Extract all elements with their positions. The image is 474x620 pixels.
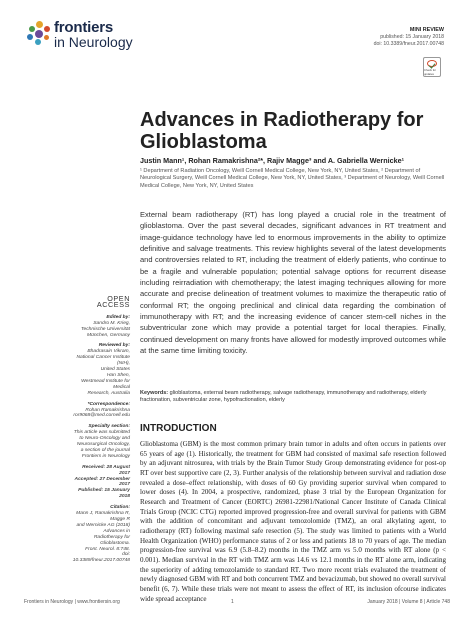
correspondence-email[interactable]: Rohan Ramakrishna ror9068@med.cornell.edu: [73, 407, 130, 419]
correspondence-label: *Correspondence:: [87, 401, 130, 407]
article-title: Advances in Radiotherapy for Glioblastoma: [140, 109, 424, 153]
crossmark-label: Check for updates: [424, 68, 436, 76]
frontiers-logo[interactable]: [27, 20, 133, 49]
published-date: published: 15 January 2018: [380, 34, 444, 40]
footer-journal-link[interactable]: Frontiers in Neurology | www.frontiersin.org: [24, 599, 120, 605]
edited-by: Sandro M. Krieg, Technische Universität München, Germany: [80, 320, 130, 338]
crossmark-icon: [427, 60, 437, 67]
intro-body: Glioblastoma (GBM) is the most common primary brain tumor in adults and often occurs in patients over 65 years of age (1). Historically, the treatment for GBM had consisted of maximal safe resection followed by an adjuvant nitrosurea, with trials by the Brain Tumor Study Group demonstrating evidence for post-op RT over best supportive care (2, 3). Further analysis of the relationship between survival and radiation dose revealed a dose–effect relationship, with doses of 60 Gy providing superior survival when compared to lower doses (4). In 2004, a prospective, randomized, phase 3 trial by the European Organization for Research and Treatment of Cancer (EORTC) 26981-22981/National Cancer Institute of Canada Clinical Trials Group (NCIC CTG) reported improved progression-free and overall survival for patients with GBM with the addition of concomitant and adjuvant temozolomide (TMZ), an oral alkylating agent, to radiotherapy (RT) following maximal safe resection (5). The study was limited to patients with a World Health Organization (WHO) performance status of 2 or less and patients 18 to 70 years of age. The median progression-free survival was 6.9 (5.8–8.2) months in the TMZ arm vs 5.0 months with RT alone (p < 0.001). Median survival in the RT with TMZ arm was 14.6 vs 12.1 months in the RT alone arm, indicating the superiority of adding temozolamide to standard RT. Two more recent trials evaluated the treatment of newly diagnosed GBM with RT and both concurrent TMZ and bevacizumab, but showed no overall survival benefit (6, 7). While these trials were not meant to assess the effect of RT, its inclusion ofcourse indicates wide spread acceptance: [140, 440, 446, 603]
reviewed-by-label: Reviewed by:: [98, 343, 130, 349]
specialty-label: Specialty section:: [88, 424, 130, 430]
article-info-sidebar: [72, 296, 130, 564]
frontiers-logo-icon: [27, 21, 51, 45]
keywords-text: glioblastoma, external beam radiotherapy, salvage radiotherapy, immunotherapy and radiotherapy, elderly fractionation, subventricular zone, hypofractionation, elderly: [140, 390, 427, 404]
article-dates: Received: 28 August 2017 Accepted: 27 December 2017 Published: 15 January 2018: [74, 464, 130, 500]
intro-heading: INTRODUCTION: [140, 423, 217, 434]
page-header: [0, 0, 474, 80]
edited-by-label: Edited by:: [106, 314, 130, 320]
keywords: [140, 390, 446, 405]
citation-label: Citation:: [110, 505, 130, 511]
abstract: External beam radiotherapy (RT) has long played a crucial role in the treatment of glioblastoma. Over the past several decades, significant advances in RT treatment and image-guidance technology have led to enormous improvements in the ability to optimize definitive and salvage treatments. This review highlights several of the latest developments and controversies related to RT, including the treatment of elderly patients, who continue to be a fragile and vulnerable population; potential salvage options for recurrent disease including reirradiation with chemotherapy; the latest imaging techniques allowing for more accurate and precise delineation of treatment volumes to maximize the therapeutic ratio of conformal RT; the ongoing preclinical and clinical data regarding the combination of immunotherapy with RT; and the increasing evidence of cancer stem-cell niches in the subventricular zone which may provide a potential target for local therapies. Finally, continued development on many fronts have allowed for modestly improved outcomes while at the same time limiting toxicity.: [140, 210, 446, 356]
logo-line2: in Neurology: [54, 34, 133, 50]
crossmark-button[interactable]: [423, 57, 441, 77]
page-number: 1: [231, 599, 234, 605]
specialty-section: This article was submitted to Neuro-Oncology and Neurosurgical Oncology, a section of the journal Frontiers in Neurology: [73, 430, 130, 459]
reviewed-by: Bhadrasain Vikram, National Cancer Institute (NIH), United States Han Shen, Westmead Institute for Medical Research, Australia: [76, 349, 130, 396]
keywords-label: Keywords:: [140, 390, 169, 396]
footer-issue-info: January 2018 | Volume 8 | Article 748: [367, 599, 450, 605]
page-footer: [24, 599, 450, 609]
article-meta: [374, 27, 444, 48]
open-access-label: OPEN ACCESS: [96, 294, 130, 309]
citation: Mann J, Ramakrishna R, Magge R and Wernicke AG (2018) Advances in Radiotherapy for Glioblastoma. Front. Neurol. 8:748. doi: 10.3389/fneur.2017.00748: [72, 511, 130, 564]
doi-link[interactable]: doi: 10.3389/fneur.2017.00748: [373, 41, 444, 47]
logo-line1: frontiers: [54, 19, 114, 36]
author-list[interactable]: Justin Mann¹, Rohan Ramakrishna²*, Rajiv Magge³ and A. Gabriella Wernicke¹: [140, 156, 404, 165]
affiliations: ¹ Department of Radiation Oncology, Weill Cornell Medical College, New York, NY, United States, ² Department of Neurological Surgery, Weill Cornell Medical College, New York, NY, United States, ³ Department of Neurology, Weill Cornell Medical College, New York, NY, United States: [140, 168, 445, 189]
article-type: MINI REVIEW: [409, 27, 444, 33]
